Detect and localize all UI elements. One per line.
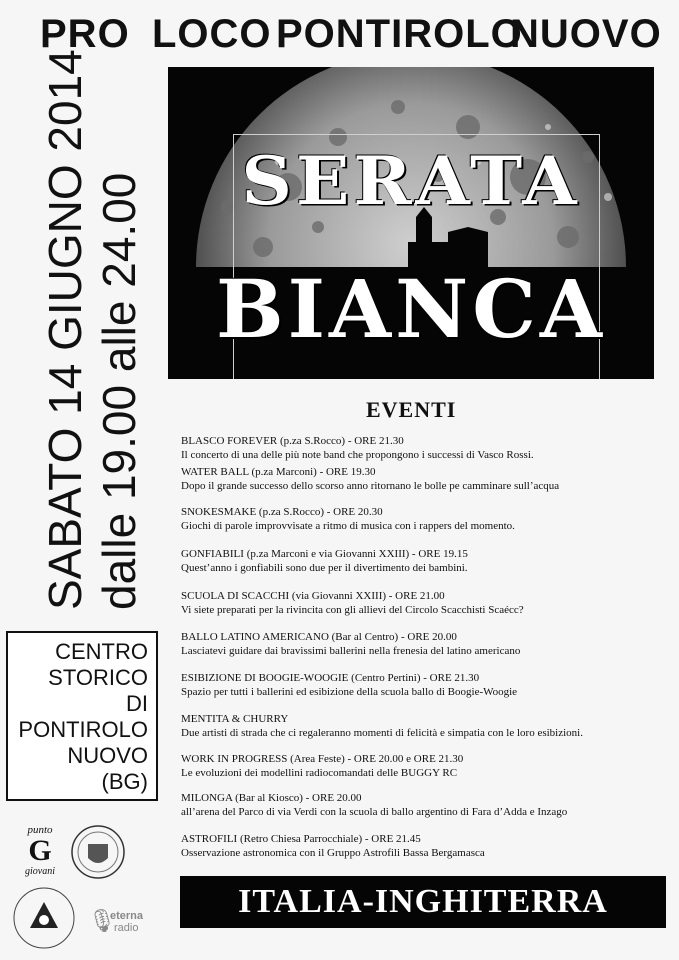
events-heading: EVENTI (366, 397, 457, 422)
match-banner: ITALIA-INGHITERRA (180, 876, 666, 928)
event-item (181, 547, 661, 575)
event-description: Lasciatevi guidare dai bravissimi ballerini nella frenesia del latino americano (181, 645, 521, 657)
event-description: Le evoluzioni dei modellini radiocomandati delle BUGGY RC (181, 767, 458, 779)
event-description: Vi siete preparati per la rivincita con gli allievi del Circolo Scacchisti Scaécc? (181, 604, 524, 616)
logo-g-letter: G (28, 834, 52, 867)
event-description: Osservazione astronomica con il Gruppo Astrofili Bassa Bergamasca (181, 847, 485, 859)
event-item (181, 671, 661, 699)
eterna-radio-logo (88, 904, 148, 940)
event-description: Due artisti di strada che ci regaleranno momenti di felicità e simpatia con le loro esibizioni. (181, 727, 583, 739)
event-item (181, 434, 661, 462)
location-line: (BG) (101, 769, 148, 794)
logo-text: giovani (25, 866, 55, 877)
event-description: Giochi di parole improvvisate a ritmo di musica con i rappers del momento. (181, 520, 515, 532)
title-word-nuovo: NUOVO (510, 12, 662, 56)
logo-text: eterna (110, 910, 144, 922)
title-word-pontirolo: PONTIROLO (276, 12, 523, 56)
event-title: ASTROFILI (Retro Chiesa Parrocchiale) - ORE 21.45 (181, 833, 421, 845)
location-line: CENTRO (55, 639, 148, 664)
location-box (6, 631, 158, 801)
event-title: WORK IN PROGRESS (Area Feste) - ORE 20.00 e ORE 21.30 (181, 753, 464, 765)
event-title: BALLO LATINO AMERICANO (Bar al Centro) - ORE 20.00 (181, 631, 457, 643)
event-item (181, 712, 661, 740)
location-line: NUOVO (67, 743, 148, 768)
event-item (181, 589, 661, 617)
event-title-line1: SERATA (241, 141, 581, 220)
hero-moon-image (168, 67, 654, 379)
sponsor-logos (10, 822, 160, 952)
event-item (181, 752, 661, 780)
event-title-line2: BIANCA (216, 262, 606, 356)
municipality-crest-logo (70, 822, 126, 882)
event-date (38, 49, 146, 610)
event-title: GONFIABILI (p.za Marconi e via Giovanni XXIII) - ORE 19.15 (181, 548, 468, 560)
event-description: Dopo il grande successo dello scorso anno ritornano le bolle pe camminare sull’acqua (181, 480, 560, 492)
event-item (181, 630, 661, 658)
event-item (181, 465, 661, 493)
event-title: MENTITA & CHURRY (181, 713, 289, 725)
location-line: DI (126, 691, 148, 716)
event-description: Spazio per tutti i ballerini ed esibizione della scuola ballo di Boogie-Woogie (181, 686, 518, 698)
event-description: all’arena del Parco di via Verdi con la scuola di ballo argentino di Fara d’Adda e Inzago (181, 806, 568, 818)
title-word-loco: LOCO (152, 12, 272, 56)
event-item (181, 832, 661, 860)
logo-text: punto (27, 824, 53, 836)
title-word-pro: PRO (40, 12, 130, 56)
event-description: Il concerto di una delle più note band che propongono i successi di Vasco Rossi. (181, 449, 534, 461)
event-date-hours: dalle 19.00 alle 24.00 (93, 172, 145, 610)
event-description: Quest’anno i gonfiabili sono due per il divertimento dei bambini. (181, 562, 468, 574)
microphone-icon: 🎙 (88, 908, 116, 933)
event-date-day: SABATO 14 GIUGNO 2014 (39, 49, 91, 610)
event-title: BLASCO FOREVER (p.za S.Rocco) - ORE 21.30 (181, 435, 404, 447)
protezione-civile-logo (10, 884, 78, 952)
protezione-civile-text (10, 948, 80, 949)
event-item (181, 505, 661, 533)
event-title: SNOKESMAKE (p.za S.Rocco) - ORE 20.30 (181, 506, 383, 518)
event-title: ESIBIZIONE DI BOOGIE-WOOGIE (Centro Pertini) - ORE 21.30 (181, 672, 480, 684)
punto-giovani-logo (16, 824, 64, 880)
event-item (181, 791, 661, 819)
event-title: WATER BALL (p.za Marconi) - ORE 19.30 (181, 466, 376, 478)
location-line: STORICO (48, 665, 148, 690)
location-line: PONTIROLO (18, 717, 148, 742)
logo-text: radio (114, 922, 139, 934)
event-title: MILONGA (Bar al Kiosco) - ORE 20.00 (181, 792, 362, 804)
event-title: SCUOLA DI SCACCHI (via Giovanni XXIII) - ORE 21.00 (181, 590, 445, 602)
